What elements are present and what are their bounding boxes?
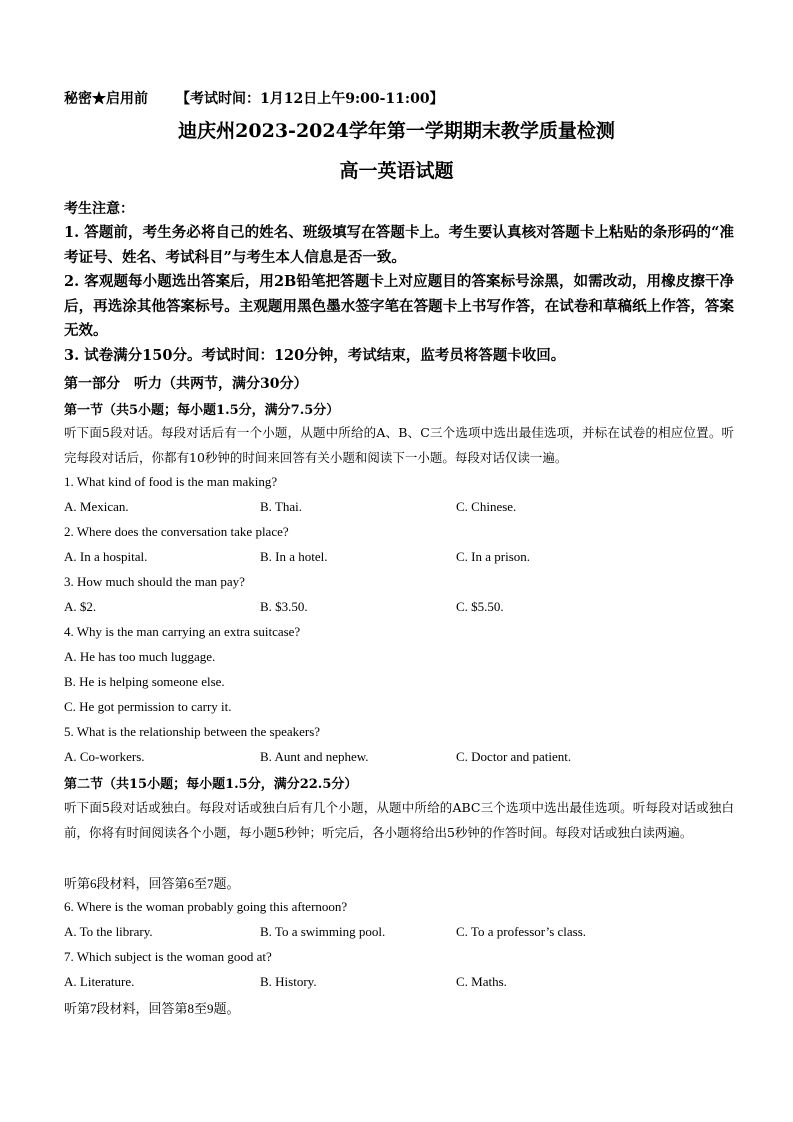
q2-option-b: B. In a hotel. [260,549,328,564]
part1-heading: 第一部分 听力（共两节，满分30分） [64,376,308,392]
question-5: 5. What is the relationship between the speakers? [64,724,321,739]
question-2: 2. Where does the conversation take place? [64,524,289,539]
material-6-note: 听第6段材料，回答第6至7题。 [64,876,240,891]
q4-option-b: B. He is helping someone else. [64,674,225,689]
question-6: 6. Where is the woman probably going this afternoon? [64,899,348,914]
section1-heading: 第一节（共5小题；每小题1.5分，满分7.5分） [64,403,340,418]
q7-option-b: B. History. [260,974,317,989]
question-7: 7. Which subject is the woman good at? [64,949,272,964]
q2-option-c: C. In a prison. [456,549,531,564]
q5-option-a: A. Co-workers. [64,749,145,764]
q6-option-a: A. To the library. [64,924,153,939]
notice-item-3: 3. 试卷满分150分。考试时间：120分钟，考试结束，监考员将答题卡收回。 [64,347,566,364]
q2-option-a: A. In a hospital. [64,549,148,564]
exam-header [64,88,444,108]
confidential-label: 秘密★启用前 [64,91,148,107]
section2-instructions: 听下面5段对话或独白。每段对话或独白后有几个小题，从题中所给的ABC三个选项中选出最佳选项。听每段对话或独白前，你将有时间阅读各个小题，每小题5秒钟；听完后，各小题将给出5秒钟的作答时间。每段对话或独白读两遍。 [64,800,734,840]
exam-time: 【考试时间：1月12日上午9:00-11:00】 [176,91,444,107]
notice-item-1: 1. 答题前，考生务必将自己的姓名、班级填写在答题卡上。考生要认真核对答题卡上粘贴的条形码的“准考证号、姓名、考试科目”与考生本人信息是否一致。 [64,224,734,266]
q6-option-c: C. To a professor’s class. [456,924,587,939]
notice-label: 考生注意： [64,201,134,217]
q4-option-a: A. He has too much luggage. [64,649,216,664]
q1-option-c: C. Chinese. [456,499,517,514]
q3-option-b: B. $3.50. [260,599,308,614]
q3-option-a: A. $2. [64,599,97,614]
question-3: 3. How much should the man pay? [64,574,245,589]
q5-option-c: C. Doctor and patient. [456,749,572,764]
section2-heading: 第二节（共15小题；每小题1.5分，满分22.5分） [64,777,358,792]
q6-option-b: B. To a swimming pool. [260,924,386,939]
q7-option-c: C. Maths. [456,974,507,989]
notice-item-2: 2. 客观题每小题选出答案后，用2B铅笔把答题卡上对应题目的答案标号涂黑，如需改动，用橡皮擦干净后，再选涂其他答案标号。主观题用黑色墨水签字笔在答题卡上书写作答，在试卷和草稿纸上作答，答案无效。 [64,273,734,339]
section1-instructions: 听下面5段对话。每段对话后有一个小题，从题中所给的A、B、C三个选项中选出最佳选项，并标在试卷的相应位置。听完每段对话后，你都有10秒钟的时间来回答有关小题和阅读下一小题。每段对话仅读一遍。 [64,425,734,465]
exam-subtitle: 高一英语试题 [339,160,454,182]
q5-option-b: B. Aunt and nephew. [260,749,369,764]
question-4: 4. Why is the man carrying an extra suitcase? [64,624,301,639]
q1-option-a: A. Mexican. [64,499,129,514]
exam-title: 迪庆州2023-2024学年第一学期期末教学质量检测 [178,120,615,142]
q7-option-a: A. Literature. [64,974,135,989]
q1-option-b: B. Thai. [260,499,303,514]
material-7-note: 听第7段材料，回答第8至9题。 [64,1001,240,1016]
q3-option-c: C. $5.50. [456,599,504,614]
question-1: 1. What kind of food is the man making? [64,474,278,489]
q4-option-c: C. He got permission to carry it. [64,699,232,714]
